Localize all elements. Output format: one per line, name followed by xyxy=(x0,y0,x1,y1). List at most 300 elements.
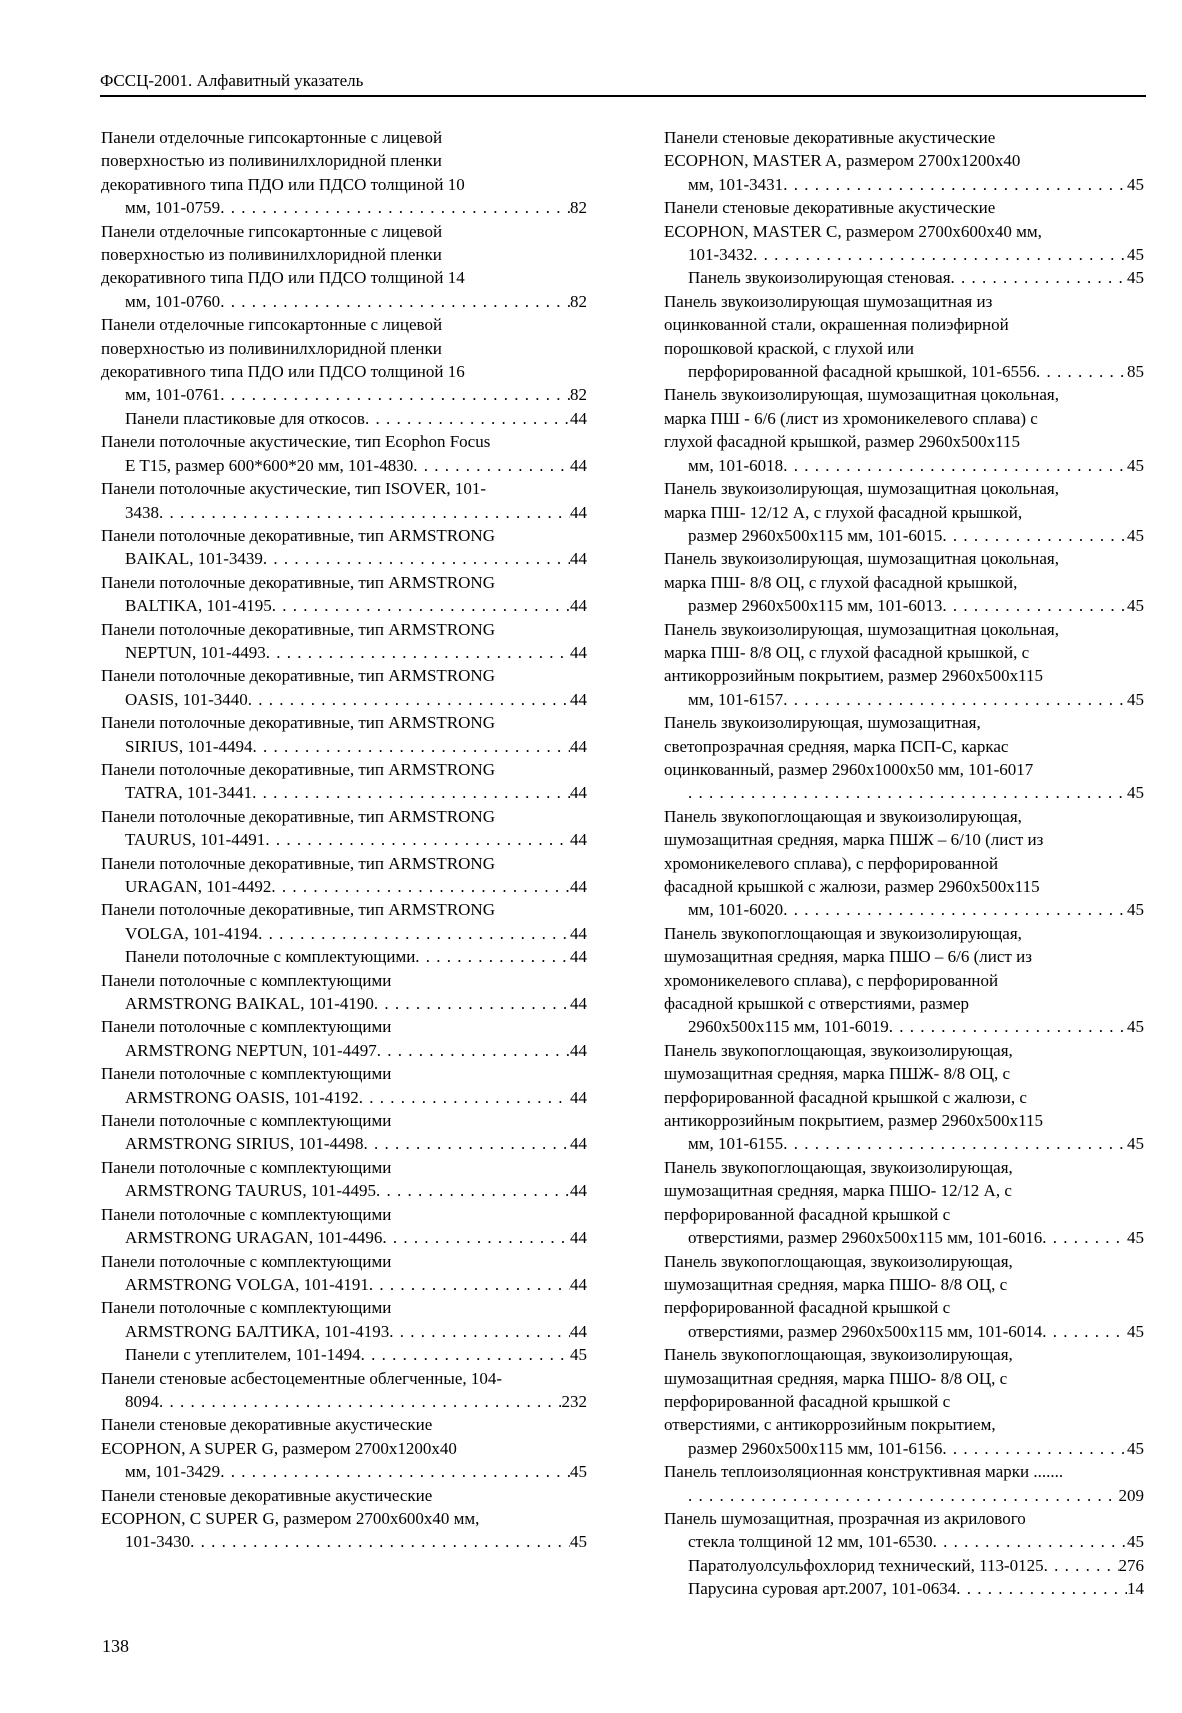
dot-leader xyxy=(220,196,570,219)
entry-text: мм, 101-0759 xyxy=(125,198,221,218)
entry-last-line xyxy=(688,781,1144,804)
entry-line: Панели стеновые декоративные акустические xyxy=(101,1415,433,1435)
entry-line: Панель звукоизолирующая, шумозащитная цокольная, xyxy=(664,619,1059,639)
entry-last-line xyxy=(125,875,587,898)
entry-line: Панели потолочные с комплектующими xyxy=(101,1298,392,1318)
entry-text: Панель звукоизолирующая стеновая xyxy=(688,268,951,288)
entry-text: ARMSTRONG URAGAN, 101-4496 xyxy=(125,1228,383,1248)
dot-leader xyxy=(956,1577,1127,1600)
index-entry xyxy=(101,1484,587,1554)
entry-page-ref: 45 xyxy=(1127,525,1144,545)
index-entry xyxy=(101,1296,587,1343)
entry-page-ref: 85 xyxy=(1127,362,1144,382)
entry-page-ref: 44 xyxy=(570,1181,587,1201)
entry-last-line xyxy=(125,1039,587,1062)
entry-page-ref: 44 xyxy=(570,502,587,522)
dot-leader xyxy=(377,1039,570,1062)
entry-last-line xyxy=(125,594,587,617)
dot-leader xyxy=(220,1460,570,1483)
entry-text: Панели с утеплителем, 101-1494 xyxy=(125,1345,361,1365)
entry-line: марка ПШ- 12/12 А, с глухой фасадной крышкой, xyxy=(664,502,1023,522)
entry-text: размер 2960x500x115 мм, 101-6156 xyxy=(688,1438,943,1458)
entry-text: Панели пластиковые для откосов xyxy=(125,408,365,428)
index-entry xyxy=(664,922,1144,1039)
entry-line: шумозащитная средняя, марка ПШЖ- 8/8 ОЦ, с xyxy=(664,1064,1011,1084)
entry-line: Панели потолочные декоративные, тип ARMSTRONG xyxy=(101,619,495,639)
index-entry xyxy=(664,1250,1144,1344)
entry-line: шумозащитная средняя, марка ПШЖ – 6/10 (лист из xyxy=(664,830,1044,850)
index-entry xyxy=(664,618,1144,712)
index-entry xyxy=(664,711,1144,805)
index-entry xyxy=(664,1156,1144,1250)
entry-page-ref: 45 xyxy=(1127,174,1144,194)
entry-line: хромоникелевого сплава), с перфорированной xyxy=(664,853,999,873)
entry-line: Панели отделочные гипсокартонные с лицевой xyxy=(101,315,443,335)
entry-line: Панель звукопоглощающая, звукоизолирующая, xyxy=(664,1345,1013,1365)
dot-leader xyxy=(220,290,570,313)
entry-text: URAGAN, 101-4492 xyxy=(125,877,272,896)
entry-line: Панели потолочные декоративные, тип ARMSTRONG xyxy=(101,666,495,686)
entry-line: антикоррозийным покрытием, размер 2960x500x115 xyxy=(664,1111,1044,1131)
entry-text: NEPTUN, 101-4493 xyxy=(125,642,266,662)
entry-line: Панели потолочные с комплектующими xyxy=(101,1204,392,1224)
entry-last-line xyxy=(125,922,587,945)
entry-line: Панель звукопоглощающая, звукоизолирующая, xyxy=(664,1157,1013,1177)
index-entry xyxy=(101,313,587,407)
dot-leader xyxy=(374,992,570,1015)
entry-page-ref: 45 xyxy=(1127,268,1144,288)
entry-line: Панели отделочные гипсокартонные с лицевой xyxy=(101,128,443,147)
entry-last-line xyxy=(125,735,587,758)
entry-text: Паратолуолсульфохлорид технический, 113-0125 xyxy=(688,1555,1044,1575)
entry-text: мм, 101-0761 xyxy=(125,385,221,405)
entry-page-ref: 45 xyxy=(1127,900,1144,920)
entry-last-line xyxy=(125,1179,587,1202)
index-entry xyxy=(664,1507,1144,1554)
dot-leader xyxy=(376,1179,570,1202)
entry-last-line xyxy=(688,1320,1144,1343)
entry-page-ref: 44 xyxy=(570,1321,587,1341)
entry-text: ARMSTRONG БАЛТИКА, 101-4193 xyxy=(125,1321,390,1341)
entry-page-ref: 44 xyxy=(570,1134,587,1154)
index-entry xyxy=(101,571,587,618)
entry-text: мм, 101-6155 xyxy=(688,1134,784,1154)
entry-text: Парусина суровая арт.2007, 101-0634 xyxy=(688,1579,957,1599)
entry-text: 2960x500x115 мм, 101-6019 xyxy=(688,1017,889,1037)
entry-last-line xyxy=(125,1132,587,1155)
entry-line: фасадной крышкой с отверстиями, размер xyxy=(664,994,970,1014)
entry-line: Панели потолочные декоративные, тип ARMSTRONG xyxy=(101,806,495,826)
entry-page-ref: 44 xyxy=(570,1228,587,1248)
entry-line: светопрозрачная средняя, марка ПСП-С, каркас xyxy=(664,736,1009,756)
index-entry xyxy=(664,547,1144,617)
dot-leader xyxy=(1042,1226,1127,1249)
entry-page-ref: 45 xyxy=(1127,1321,1144,1341)
entry-text: 3438 xyxy=(125,502,159,522)
entry-last-line xyxy=(125,1086,587,1109)
entry-last-line xyxy=(688,360,1144,383)
dot-leader xyxy=(266,641,570,664)
index-entry xyxy=(101,1062,587,1109)
entry-page-ref: 44 xyxy=(570,1274,587,1294)
entry-line: Панели потолочные с комплектующими xyxy=(101,1017,392,1037)
entry-page-ref: 44 xyxy=(570,455,587,475)
entry-last-line xyxy=(688,1484,1144,1507)
entry-text: 8094 xyxy=(125,1391,159,1411)
dot-leader xyxy=(190,1530,570,1553)
entry-last-line xyxy=(688,1132,1144,1155)
entry-line: Панели стеновые декоративные акустические xyxy=(664,128,996,147)
entry-page-ref: 45 xyxy=(570,1462,587,1482)
dot-leader xyxy=(783,688,1127,711)
entry-text: Панели потолочные с комплектующими xyxy=(125,947,416,967)
index-entry xyxy=(101,1109,587,1156)
dot-leader xyxy=(220,383,570,406)
entry-line: Панели потолочные декоративные, тип ARMSTRONG xyxy=(101,713,495,733)
entry-line: шумозащитная средняя, марка ПШО- 8/8 ОЦ, с xyxy=(664,1368,1008,1388)
entry-last-line xyxy=(125,547,587,570)
entry-page-ref: 44 xyxy=(570,923,587,943)
entry-line: декоративного типа ПДО или ПДСО толщиной 16 xyxy=(101,362,465,382)
entry-line: Панель звукопоглощающая и звукоизолирующая, xyxy=(664,923,1022,943)
entry-line: поверхностью из поливинилхлоридной пленки xyxy=(101,338,442,358)
entry-line: Панель звукопоглощающая, звукоизолирующая, xyxy=(664,1040,1013,1060)
dot-leader xyxy=(942,524,1127,547)
entry-last-line xyxy=(125,1226,587,1249)
entry-line: Панели потолочные акустические, тип Ecophon Focus xyxy=(101,432,491,452)
index-entry xyxy=(664,290,1144,384)
entry-last-line xyxy=(125,1390,587,1413)
index-entry xyxy=(664,383,1144,477)
dot-leader xyxy=(361,1343,570,1366)
entry-line: Панели потолочные с комплектующими xyxy=(101,1064,392,1084)
entry-last-line xyxy=(125,1460,587,1483)
entry-line: порошковой краской, с глухой или xyxy=(664,338,914,358)
entry-line: Панель звукоизолирующая, шумозащитная цокольная, xyxy=(664,479,1059,499)
entry-line: Панели потолочные декоративные, тип ARMSTRONG xyxy=(101,525,495,545)
index-entry xyxy=(101,524,587,571)
entry-page-ref: 44 xyxy=(570,596,587,616)
entry-last-line xyxy=(688,173,1144,196)
index-entry xyxy=(101,898,587,945)
entry-text: отверстиями, размер 2960x500x115 мм, 101-6016 xyxy=(688,1228,1043,1248)
index-entry xyxy=(664,126,1144,196)
entry-page-ref: 44 xyxy=(570,947,587,967)
index-entry xyxy=(664,1343,1144,1460)
entry-last-line xyxy=(688,243,1144,266)
dot-leader xyxy=(783,898,1127,921)
entry-last-line xyxy=(125,1273,587,1296)
dot-leader xyxy=(413,454,570,477)
entry-last-line xyxy=(688,594,1144,617)
index-entry xyxy=(101,1343,587,1366)
index-entry xyxy=(101,126,587,220)
entry-line: перфорированной фасадной крышкой с xyxy=(664,1298,951,1318)
entry-page-ref: 82 xyxy=(570,291,587,311)
entry-line: оцинкованной стали, окрашенная полиэфирной xyxy=(664,315,1009,335)
entry-line: Панель звукоизолирующая, шумозащитная, xyxy=(664,713,981,733)
header-title: ФССЦ-2001. Алфавитный указатель xyxy=(100,71,364,90)
entry-text: OASIS, 101-3440 xyxy=(125,689,248,709)
entry-page-ref: 44 xyxy=(570,1087,587,1107)
entry-text: 101-3432 xyxy=(688,245,754,265)
dot-leader xyxy=(159,501,570,524)
entry-line: Панели стеновые декоративные акустические xyxy=(101,1485,433,1505)
index-entry xyxy=(664,1039,1144,1156)
entry-page-ref: 82 xyxy=(570,385,587,405)
entry-line: Панель звукоизолирующая шумозащитная из xyxy=(664,291,993,311)
entry-page-ref: 45 xyxy=(1127,689,1144,709)
index-entry xyxy=(101,711,587,758)
entry-text: 101-3430 xyxy=(125,1532,191,1552)
index-entry xyxy=(101,477,587,524)
entry-text: ARMSTRONG VOLGA, 101-4191 xyxy=(125,1274,369,1294)
entry-line: декоративного типа ПДО или ПДСО толщиной 10 xyxy=(101,174,465,194)
entry-line: Панель звукопоглощающая, звукоизолирующая, xyxy=(664,1251,1013,1271)
page-number: 138 xyxy=(102,1636,129,1656)
dot-leader xyxy=(272,594,570,617)
index-entry xyxy=(101,618,587,665)
entry-last-line xyxy=(125,688,587,711)
entry-line: перфорированной фасадной крышкой с жалюзи, с xyxy=(664,1087,1027,1107)
dot-leader xyxy=(253,735,570,758)
entry-page-ref: 44 xyxy=(570,1040,587,1060)
entry-text: мм, 101-6020 xyxy=(688,900,784,920)
dot-leader xyxy=(889,1015,1127,1038)
entry-page-ref: 232 xyxy=(561,1391,587,1411)
entry-page-ref: 276 xyxy=(1118,1555,1144,1575)
entry-page-ref: 45 xyxy=(1127,1438,1144,1458)
entry-text: перфорированной фасадной крышкой, 101-6556 xyxy=(688,362,1037,382)
entry-last-line xyxy=(125,1320,587,1343)
dot-leader xyxy=(1042,1320,1127,1343)
entry-page-ref: 45 xyxy=(1127,245,1144,265)
entry-page-ref: 44 xyxy=(570,736,587,756)
index-entry xyxy=(664,1554,1144,1577)
entry-text: мм, 101-6018 xyxy=(688,455,784,475)
entry-line: Панели стеновые декоративные акустические xyxy=(664,198,996,218)
entry-line: Панели потолочные декоративные, тип ARMSTRONG xyxy=(101,853,495,873)
entry-last-line xyxy=(125,407,587,430)
index-entry xyxy=(664,196,1144,266)
entry-line: Панели потолочные декоративные, тип ARMSTRONG xyxy=(101,759,495,779)
index-entry xyxy=(664,477,1144,547)
right-column xyxy=(664,126,1144,1601)
dot-leader xyxy=(933,1530,1127,1553)
index-entry xyxy=(101,1156,587,1203)
entry-last-line xyxy=(125,383,587,406)
entry-last-line xyxy=(125,501,587,524)
entry-last-line xyxy=(125,290,587,313)
dot-leader xyxy=(1044,1554,1119,1577)
dot-leader xyxy=(415,945,570,968)
index-entry xyxy=(101,430,587,477)
entry-text: отверстиями, размер 2960x500x115 мм, 101-6014 xyxy=(688,1321,1043,1341)
entry-text: ARMSTRONG BAIKAL, 101-4190 xyxy=(125,994,374,1014)
entry-line: ECOPHON, C SUPER G, размером 2700x600x40 мм, xyxy=(101,1508,480,1528)
entry-text: мм, 101-3429 xyxy=(125,1462,221,1482)
index-entry xyxy=(664,1577,1144,1600)
entry-page-ref: 44 xyxy=(570,830,587,850)
entry-text: мм, 101-0760 xyxy=(125,291,221,311)
dot-leader xyxy=(359,1086,570,1109)
dot-leader xyxy=(382,1226,570,1249)
entry-last-line xyxy=(688,454,1144,477)
entry-last-line xyxy=(688,1554,1144,1577)
entry-line: Панели отделочные гипсокартонные с лицевой xyxy=(101,221,443,241)
entry-line: Панель шумозащитная, прозрачная из акрилового xyxy=(664,1508,1026,1528)
entry-text: SIRIUS, 101-4494 xyxy=(125,736,253,756)
entry-page-ref: 14 xyxy=(1127,1579,1144,1599)
entry-line: глухой фасадной крышкой, размер 2960x500x115 xyxy=(664,432,1020,452)
entry-last-line xyxy=(688,524,1144,547)
dot-leader xyxy=(688,781,1127,804)
dot-leader xyxy=(942,594,1127,617)
entry-line: шумозащитная средняя, марка ПШО- 12/12 А, с xyxy=(664,1181,1012,1201)
entry-page-ref: 45 xyxy=(570,1345,587,1365)
entry-last-line xyxy=(688,688,1144,711)
entry-line: Панель звукоизолирующая, шумозащитная цокольная, xyxy=(664,549,1059,569)
entry-line: Панели потолочные с комплектующими xyxy=(101,1111,392,1131)
entry-last-line xyxy=(125,781,587,804)
entry-text: размер 2960x500x115 мм, 101-6013 xyxy=(688,596,943,616)
entry-last-line xyxy=(125,454,587,477)
index-entry xyxy=(101,1203,587,1250)
entry-line: Панели потолочные с комплектующими xyxy=(101,1157,392,1177)
entry-page-ref: 44 xyxy=(570,877,587,896)
entry-line: Панели потолочные декоративные, тип ARMSTRONG xyxy=(101,572,495,592)
index-entry xyxy=(664,266,1144,289)
entry-last-line xyxy=(125,1343,587,1366)
entry-line: Панель теплоизоляционная конструктивная марки ....... xyxy=(664,1462,1064,1482)
entry-line: шумозащитная средняя, марка ПШО- 8/8 ОЦ, с xyxy=(664,1274,1008,1294)
entry-last-line xyxy=(688,898,1144,921)
dot-leader xyxy=(389,1320,570,1343)
entry-line: декоративного типа ПДО или ПДСО толщиной 14 xyxy=(101,268,465,288)
entry-text: стекла толщиной 12 мм, 101-6530 xyxy=(688,1532,933,1552)
dot-leader xyxy=(258,922,570,945)
entry-last-line xyxy=(688,1226,1144,1249)
entry-page-ref: 209 xyxy=(1118,1485,1144,1505)
entry-line: Панели потолочные с комплектующими xyxy=(101,1251,392,1271)
index-entry xyxy=(101,945,587,968)
entry-line: Панель звукоизолирующая, шумозащитная цокольная, xyxy=(664,385,1059,405)
entry-text: ARMSTRONG OASIS, 101-4192 xyxy=(125,1087,359,1107)
index-entry xyxy=(664,1460,1144,1507)
entry-last-line xyxy=(125,828,587,851)
entry-last-line xyxy=(688,1530,1144,1553)
entry-last-line xyxy=(688,1015,1144,1038)
index-entry xyxy=(101,758,587,805)
dot-leader xyxy=(951,266,1127,289)
entry-text: BALTIKA, 101-4195 xyxy=(125,596,272,616)
entry-page-ref: 45 xyxy=(1127,596,1144,616)
entry-line: поверхностью из поливинилхлоридной пленки xyxy=(101,151,442,171)
entry-page-ref: 44 xyxy=(570,689,587,709)
entry-page-ref: 44 xyxy=(570,549,587,569)
entry-last-line xyxy=(125,641,587,664)
entry-line: марка ПШ- 8/8 ОЦ, с глухой фасадной крышкой, xyxy=(664,572,1018,592)
index-entry xyxy=(664,805,1144,922)
entry-line: перфорированной фасадной крышкой с xyxy=(664,1391,951,1411)
entry-line: хромоникелевого сплава), с перфорированной xyxy=(664,970,999,990)
entry-page-ref: 82 xyxy=(570,198,587,218)
dot-leader xyxy=(271,875,570,898)
entry-line: Панели потолочные декоративные, тип ARMSTRONG xyxy=(101,900,495,920)
dot-leader xyxy=(753,243,1127,266)
entry-line: фасадной крышкой с жалюзи, размер 2960x500x115 xyxy=(664,877,1040,896)
entry-last-line xyxy=(688,266,1144,289)
dot-leader xyxy=(248,688,570,711)
index-entry xyxy=(101,664,587,711)
entry-last-line xyxy=(688,1577,1144,1600)
index-entry xyxy=(101,1413,587,1483)
entry-line: ECOPHON, A SUPER G, размером 2700x1200x40 xyxy=(101,1438,457,1458)
dot-leader xyxy=(365,407,570,430)
entry-line: поверхностью из поливинилхлоридной пленки xyxy=(101,245,442,265)
entry-line: марка ПШ- 8/8 ОЦ, с глухой фасадной крышкой, с xyxy=(664,642,1030,662)
entry-page-ref: 45 xyxy=(1127,783,1144,803)
page-header xyxy=(100,71,1146,97)
dot-leader xyxy=(369,1273,570,1296)
entry-page-ref: 44 xyxy=(570,642,587,662)
entry-page-ref: 45 xyxy=(1127,1532,1144,1552)
entry-text: E T15, размер 600*600*20 мм, 101-4830 xyxy=(125,455,414,475)
index-entry xyxy=(101,805,587,852)
entry-page-ref: 45 xyxy=(1127,1134,1144,1154)
entry-last-line xyxy=(125,945,587,968)
entry-line: ECOPHON, MASTER A, размером 2700x1200x40 xyxy=(664,151,1021,171)
entry-text: мм, 101-3431 xyxy=(688,174,784,194)
entry-line: марка ПШ - 6/6 (лист из хромоникелевого сплава) с xyxy=(664,408,1038,428)
entry-line: Панель звукопоглощающая и звукоизолирующая, xyxy=(664,806,1022,826)
dot-leader xyxy=(265,828,570,851)
dot-leader xyxy=(783,173,1127,196)
dot-leader xyxy=(364,1132,571,1155)
entry-line: Панели потолочные с комплектующими xyxy=(101,970,392,990)
entry-line: ECOPHON, MASTER C, размером 2700x600x40 мм, xyxy=(664,221,1042,241)
entry-last-line xyxy=(125,1530,587,1553)
index-entry xyxy=(101,1015,587,1062)
entry-last-line xyxy=(125,196,587,219)
dot-leader xyxy=(783,454,1127,477)
entry-page-ref: 44 xyxy=(570,994,587,1014)
index-entry xyxy=(101,1367,587,1414)
entry-last-line xyxy=(688,1437,1144,1460)
entry-page-ref: 45 xyxy=(570,1532,587,1552)
entry-page-ref: 44 xyxy=(570,783,587,803)
entry-text: ARMSTRONG NEPTUN, 101-4497 xyxy=(125,1040,377,1060)
index-entry xyxy=(101,220,587,314)
dot-leader xyxy=(942,1437,1127,1460)
entry-text: VOLGA, 101-4194 xyxy=(125,923,259,943)
entry-line: шумозащитная средняя, марка ПШО – 6/6 (лист из xyxy=(664,947,1032,967)
dot-leader xyxy=(1036,360,1127,383)
entry-page-ref: 45 xyxy=(1127,1017,1144,1037)
entry-text: ARMSTRONG TAURUS, 101-4495 xyxy=(125,1181,376,1201)
dot-leader xyxy=(159,1390,562,1413)
index-entry xyxy=(101,852,587,899)
entry-line: оцинкованный, размер 2960x1000x50 мм, 101-6017 xyxy=(664,759,1034,779)
index-entry xyxy=(101,1250,587,1297)
entry-text: TAURUS, 101-4491 xyxy=(125,830,266,850)
dot-leader xyxy=(252,781,570,804)
entry-text: BAIKAL, 101-3439 xyxy=(125,549,263,569)
dot-leader xyxy=(688,1484,1119,1507)
entry-page-ref: 45 xyxy=(1127,455,1144,475)
entry-text: размер 2960x500x115 мм, 101-6015 xyxy=(688,525,943,545)
index-entry xyxy=(101,969,587,1016)
